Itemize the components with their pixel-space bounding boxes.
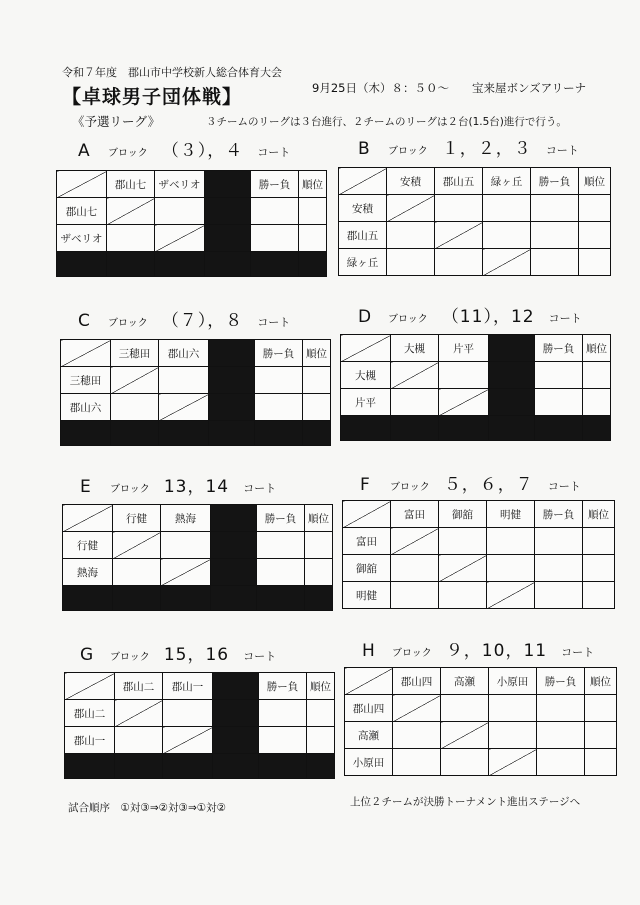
spacer-cell [209, 340, 255, 367]
spacer-cell [211, 532, 257, 559]
court-word: コート [547, 480, 581, 493]
col-team: 郡山七 [107, 171, 155, 198]
block-word: ブロック [108, 318, 148, 329]
corner-cell [65, 673, 115, 700]
win-loss-cell[interactable] [531, 249, 579, 276]
rank-cell[interactable] [583, 362, 611, 389]
col-team: 熱海 [161, 505, 211, 532]
block-letter: C [78, 311, 90, 331]
win-loss-header: 勝ー負 [257, 505, 305, 532]
shaded-cell [251, 252, 299, 277]
col-team: 行健 [113, 505, 161, 532]
win-loss-cell[interactable] [257, 532, 305, 559]
shaded-cell [159, 421, 209, 446]
col-team: 高瀬 [441, 668, 489, 695]
result-cell[interactable] [483, 195, 531, 222]
table-row [345, 749, 617, 776]
block-header-c [78, 306, 290, 331]
shaded-cell [61, 421, 111, 446]
row-team: 三穂田 [61, 367, 111, 394]
rank-cell[interactable] [305, 532, 333, 559]
result-cell[interactable] [115, 727, 163, 754]
table-row [63, 559, 333, 586]
rank-header: 順位 [299, 171, 327, 198]
win-loss-header: 勝ー負 [255, 340, 303, 367]
advance-note: 上位２チームが決勝トーナメント進出ステージへ [350, 796, 581, 808]
result-cell[interactable] [107, 225, 155, 252]
table-row [339, 249, 611, 276]
court-word: コート [243, 650, 277, 663]
result-cell[interactable] [387, 249, 435, 276]
rank-cell[interactable] [585, 749, 617, 776]
block-letter: D [358, 307, 372, 327]
block-word: ブロック [388, 314, 428, 325]
row-team: 小原田 [345, 749, 393, 776]
result-cell[interactable] [489, 695, 537, 722]
block-word: ブロック [108, 148, 148, 159]
shaded-cell [303, 421, 331, 446]
block-word: ブロック [390, 482, 430, 493]
self-cell [391, 362, 439, 389]
table-row [339, 195, 611, 222]
result-cell[interactable] [155, 198, 205, 225]
shaded-cell [209, 421, 255, 446]
spacer-cell [209, 367, 255, 394]
row-team: 大槻 [341, 362, 391, 389]
rank-cell[interactable] [579, 195, 611, 222]
col-team: 三穂田 [111, 340, 159, 367]
block-header-b [358, 134, 579, 159]
spacer-cell [213, 727, 259, 754]
rank-cell[interactable] [579, 222, 611, 249]
win-loss-cell[interactable] [531, 222, 579, 249]
match-order: 試合順序 ①対③⇒②対③⇒①対② [68, 802, 227, 814]
self-cell [393, 695, 441, 722]
win-loss-cell[interactable] [537, 695, 585, 722]
result-cell[interactable] [435, 195, 483, 222]
shaded-cell [583, 416, 611, 441]
court-numbers: １，２，３ [441, 139, 532, 159]
win-loss-cell[interactable] [537, 749, 585, 776]
rank-header: 順位 [579, 168, 611, 195]
shaded-cell [211, 586, 257, 611]
organizer: 令和７年度 郡山市中学校新人総合体育大会 [62, 66, 282, 79]
shaded-cell [299, 252, 327, 277]
row-team: 郡山二 [65, 700, 115, 727]
self-cell [435, 222, 483, 249]
win-loss-header: 勝ー負 [531, 168, 579, 195]
self-cell [441, 722, 489, 749]
self-cell [107, 198, 155, 225]
col-team: 郡山六 [159, 340, 209, 367]
col-team: 小原田 [489, 668, 537, 695]
progress-note: ３チームのリーグは３台進行、２チームのリーグは２台(1.5台)進行で行う。 [206, 116, 567, 128]
spacer-cell [213, 673, 259, 700]
block-word: ブロック [110, 484, 150, 495]
spacer-cell [489, 389, 535, 416]
shaded-row [57, 252, 327, 277]
table-row [345, 722, 617, 749]
corner-cell [339, 168, 387, 195]
league-table-f [342, 500, 615, 609]
block-header-g [80, 640, 276, 665]
league-table-c [60, 339, 331, 446]
shaded-row [61, 421, 331, 446]
court-numbers: （７），８ [161, 311, 244, 331]
league-table-h [344, 667, 617, 776]
self-cell [439, 389, 489, 416]
table-row [57, 225, 327, 252]
block-header-h [362, 636, 594, 661]
court-word: コート [545, 144, 579, 157]
result-cell[interactable] [391, 555, 439, 582]
rank-cell[interactable] [299, 198, 327, 225]
spacer-cell [213, 700, 259, 727]
table-row [343, 528, 615, 555]
row-team: 富田 [343, 528, 391, 555]
self-cell [113, 532, 161, 559]
date-venue: 9月25日（木）８：５０～ 宝来屋ボンズアリーナ [312, 81, 587, 95]
rank-header: 順位 [303, 340, 331, 367]
self-cell [439, 555, 487, 582]
result-cell[interactable] [161, 532, 211, 559]
win-loss-cell[interactable] [535, 582, 583, 609]
result-cell[interactable] [111, 394, 159, 421]
result-cell[interactable] [393, 722, 441, 749]
rank-cell[interactable] [585, 695, 617, 722]
col-team: 片平 [439, 335, 489, 362]
col-team: 郡山五 [435, 168, 483, 195]
row-team: 行健 [63, 532, 113, 559]
spacer-cell [211, 505, 257, 532]
self-cell [111, 367, 159, 394]
spacer-cell [209, 394, 255, 421]
row-team: 緑ヶ丘 [339, 249, 387, 276]
block-letter: G [80, 645, 94, 665]
spacer-cell [205, 225, 251, 252]
win-loss-header: 勝ー負 [537, 668, 585, 695]
shaded-cell [489, 416, 535, 441]
col-team: 郡山一 [163, 673, 213, 700]
result-cell[interactable] [387, 222, 435, 249]
self-cell [159, 394, 209, 421]
block-header-a [78, 136, 290, 161]
spacer-cell [489, 335, 535, 362]
league-table-g [64, 672, 335, 779]
court-word: コート [257, 146, 291, 159]
row-team: ザベリオ [57, 225, 107, 252]
league-table-e [62, 504, 333, 611]
rank-header: 順位 [583, 501, 615, 528]
shaded-cell [111, 421, 159, 446]
shaded-cell [57, 252, 107, 277]
result-cell[interactable] [487, 528, 535, 555]
col-team: 安積 [387, 168, 435, 195]
court-numbers: 15，16 [163, 645, 230, 665]
col-team: 郡山二 [115, 673, 163, 700]
rank-cell[interactable] [307, 727, 335, 754]
shaded-row [63, 586, 333, 611]
self-cell [487, 582, 535, 609]
block-word: ブロック [110, 652, 150, 663]
spacer-cell [205, 198, 251, 225]
row-team: 明健 [343, 582, 391, 609]
block-letter: H [362, 641, 375, 661]
rank-cell[interactable] [303, 367, 331, 394]
shaded-cell [257, 586, 305, 611]
table-row [343, 582, 615, 609]
shaded-cell [115, 754, 163, 779]
row-team: 御舘 [343, 555, 391, 582]
col-team: 御舘 [439, 501, 487, 528]
shaded-cell [391, 416, 439, 441]
shaded-cell [341, 416, 391, 441]
self-cell [387, 195, 435, 222]
block-word: ブロック [392, 648, 432, 659]
spacer-cell [211, 559, 257, 586]
row-team: 高瀬 [345, 722, 393, 749]
rank-cell[interactable] [583, 555, 615, 582]
rank-cell[interactable] [303, 394, 331, 421]
self-cell [391, 528, 439, 555]
rank-header: 順位 [585, 668, 617, 695]
result-cell[interactable] [439, 528, 487, 555]
win-loss-header: 勝ー負 [535, 335, 583, 362]
win-loss-header: 勝ー負 [259, 673, 307, 700]
spacer-cell [489, 362, 535, 389]
league-table-d [340, 334, 611, 441]
rank-cell[interactable] [307, 700, 335, 727]
self-cell [155, 225, 205, 252]
shaded-cell [107, 252, 155, 277]
spacer-cell [205, 171, 251, 198]
row-team: 郡山五 [339, 222, 387, 249]
result-cell[interactable] [487, 555, 535, 582]
court-word: コート [243, 482, 277, 495]
court-numbers: 13，14 [163, 477, 230, 497]
block-header-d [358, 302, 582, 327]
result-cell[interactable] [113, 559, 161, 586]
result-cell[interactable] [439, 582, 487, 609]
corner-cell [345, 668, 393, 695]
block-letter: E [80, 477, 91, 497]
shaded-row [65, 754, 335, 779]
shaded-cell [63, 586, 113, 611]
row-team: 安積 [339, 195, 387, 222]
win-loss-cell[interactable] [259, 727, 307, 754]
result-cell[interactable] [483, 222, 531, 249]
rank-cell[interactable] [305, 559, 333, 586]
win-loss-cell[interactable] [531, 195, 579, 222]
win-loss-cell[interactable] [251, 225, 299, 252]
result-cell[interactable] [435, 249, 483, 276]
result-cell[interactable] [159, 367, 209, 394]
row-team: 熱海 [63, 559, 113, 586]
table-row [65, 727, 335, 754]
win-loss-cell[interactable] [251, 198, 299, 225]
win-loss-cell[interactable] [535, 362, 583, 389]
self-cell [115, 700, 163, 727]
shaded-cell [205, 252, 251, 277]
row-team: 郡山四 [345, 695, 393, 722]
court-numbers: ５，６，７ [443, 475, 534, 495]
event-title: 【卓球男子団体戦】 [62, 86, 243, 108]
self-cell [483, 249, 531, 276]
col-team: ザベリオ [155, 171, 205, 198]
corner-cell [57, 171, 107, 198]
col-team: 緑ヶ丘 [483, 168, 531, 195]
rank-cell[interactable] [583, 389, 611, 416]
rank-cell[interactable] [583, 528, 615, 555]
col-team: 郡山四 [393, 668, 441, 695]
win-loss-cell[interactable] [537, 722, 585, 749]
win-loss-header: 勝ー負 [535, 501, 583, 528]
table-row [341, 389, 611, 416]
league-table-b [338, 167, 611, 276]
court-numbers: （３），４ [161, 141, 244, 161]
shaded-cell [163, 754, 213, 779]
win-loss-cell[interactable] [259, 700, 307, 727]
result-cell[interactable] [441, 695, 489, 722]
table-row [339, 222, 611, 249]
result-cell[interactable] [391, 582, 439, 609]
win-loss-cell[interactable] [535, 555, 583, 582]
table-row [63, 532, 333, 559]
shaded-cell [535, 416, 583, 441]
court-numbers: （11），12 [441, 307, 535, 327]
court-word: コート [257, 316, 291, 329]
result-cell[interactable] [489, 722, 537, 749]
rank-header: 順位 [583, 335, 611, 362]
table-row [345, 695, 617, 722]
corner-cell [61, 340, 111, 367]
court-word: コート [561, 646, 595, 659]
shaded-cell [65, 754, 115, 779]
shaded-cell [439, 416, 489, 441]
col-team: 明健 [487, 501, 535, 528]
league-table-a [56, 170, 327, 277]
rank-header: 順位 [307, 673, 335, 700]
rank-cell[interactable] [579, 249, 611, 276]
court-numbers: ９，10，11 [445, 641, 548, 661]
table-row [57, 198, 327, 225]
result-cell[interactable] [393, 749, 441, 776]
win-loss-cell[interactable] [255, 367, 303, 394]
block-letter: B [358, 139, 370, 159]
court-word: コート [548, 312, 582, 325]
table-row [341, 362, 611, 389]
rank-cell[interactable] [583, 582, 615, 609]
col-team: 大槻 [391, 335, 439, 362]
table-row [61, 394, 331, 421]
row-team: 郡山一 [65, 727, 115, 754]
win-loss-cell[interactable] [535, 389, 583, 416]
self-cell [161, 559, 211, 586]
win-loss-cell[interactable] [257, 559, 305, 586]
result-cell[interactable] [163, 700, 213, 727]
block-word: ブロック [388, 146, 428, 157]
result-cell[interactable] [441, 749, 489, 776]
rank-cell[interactable] [585, 722, 617, 749]
block-letter: F [360, 475, 370, 495]
block-header-e [80, 472, 276, 497]
corner-cell [63, 505, 113, 532]
shaded-cell [155, 252, 205, 277]
shaded-cell [161, 586, 211, 611]
row-team: 郡山六 [61, 394, 111, 421]
col-team: 富田 [391, 501, 439, 528]
win-loss-cell[interactable] [535, 528, 583, 555]
self-cell [163, 727, 213, 754]
table-row [61, 367, 331, 394]
row-team: 片平 [341, 389, 391, 416]
result-cell[interactable] [439, 362, 489, 389]
win-loss-header: 勝ー負 [251, 171, 299, 198]
rank-header: 順位 [305, 505, 333, 532]
block-letter: A [78, 141, 90, 161]
shaded-cell [305, 586, 333, 611]
shaded-cell [259, 754, 307, 779]
result-cell[interactable] [391, 389, 439, 416]
shaded-cell [307, 754, 335, 779]
shaded-row [341, 416, 611, 441]
rank-cell[interactable] [299, 225, 327, 252]
shaded-cell [255, 421, 303, 446]
block-header-f [360, 470, 581, 495]
table-row [65, 700, 335, 727]
row-team: 郡山七 [57, 198, 107, 225]
table-row [343, 555, 615, 582]
win-loss-cell[interactable] [255, 394, 303, 421]
corner-cell [341, 335, 391, 362]
self-cell [489, 749, 537, 776]
shaded-cell [113, 586, 161, 611]
shaded-cell [213, 754, 259, 779]
section-title: 《予選リーグ》 [72, 114, 161, 129]
corner-cell [343, 501, 391, 528]
